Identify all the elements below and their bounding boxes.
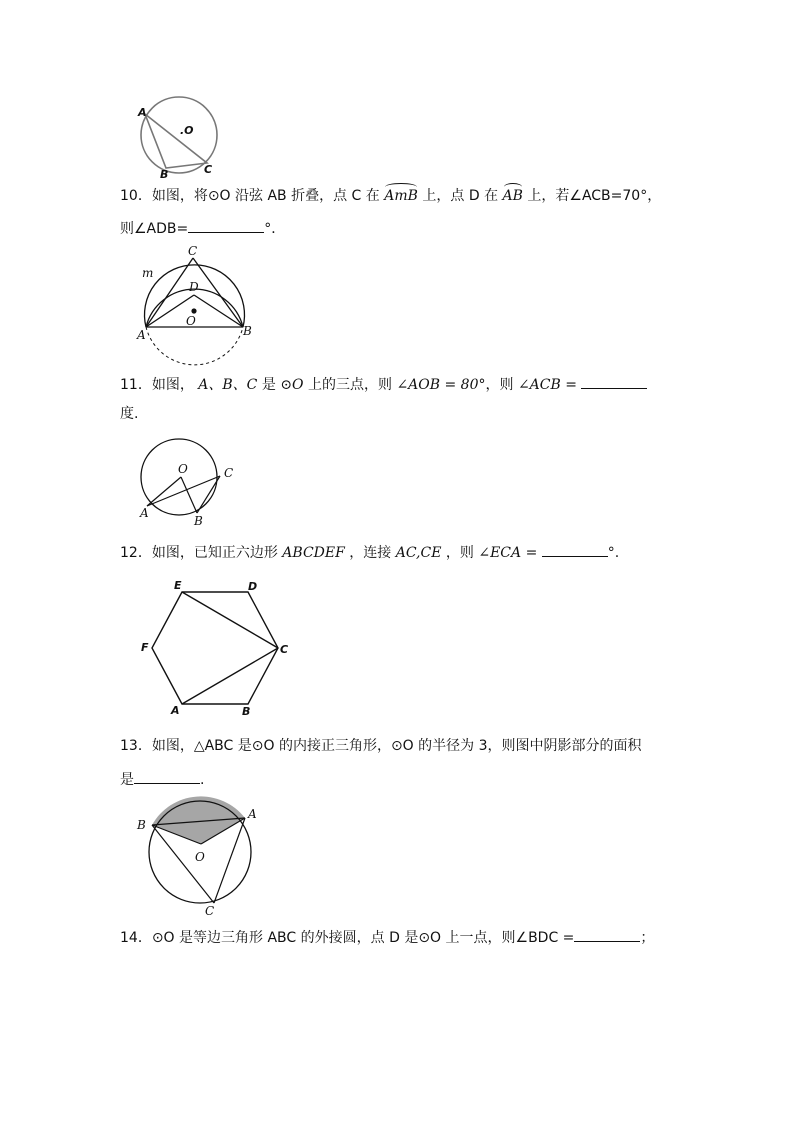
q12-text-a: 如图，已知正六边形 xyxy=(151,545,278,561)
q13-line2 xyxy=(120,767,680,790)
q11-line1 xyxy=(120,372,680,395)
q13-line2-a: 是 xyxy=(120,772,134,788)
q10-label-c: C xyxy=(188,244,198,258)
q14-number: 14． xyxy=(120,930,152,946)
q11-angle-acb: ∠ACB = xyxy=(517,377,577,393)
q11-text-d: ，则 xyxy=(485,377,514,393)
q9-label-c: C xyxy=(204,163,213,176)
q12-label-e: E xyxy=(174,579,182,592)
q14-tail: ； xyxy=(640,930,655,946)
q12-number: 12． xyxy=(120,545,152,561)
q12-hexagon-name: ABCDEF xyxy=(282,545,345,561)
q13-label-c: C xyxy=(205,904,215,918)
q12-angle-eca: ∠ECA = xyxy=(478,545,538,561)
q10-line2-a: 则∠ADB= xyxy=(120,221,189,237)
q10-label-d: D xyxy=(189,280,199,294)
q14-line1 xyxy=(120,925,680,948)
q10-label-o: O xyxy=(186,314,196,328)
q10-text-c: 上，若∠ACB=70°， xyxy=(527,188,662,204)
q10-label-a: A xyxy=(137,328,146,342)
q10-label-m: m xyxy=(142,266,154,280)
q11-line2: 度. xyxy=(120,406,139,422)
q9-label-b: B xyxy=(160,168,169,181)
q11-number: 11． xyxy=(120,377,152,393)
q11-text-b: 是 xyxy=(261,377,276,393)
q11-points: A、B、C xyxy=(198,377,258,393)
q12-label-a: A xyxy=(171,704,180,717)
q13-number: 13． xyxy=(120,738,152,754)
q11-text-a: 如图， xyxy=(151,377,194,393)
q11-answer-blank[interactable] xyxy=(581,372,647,389)
q13-shaded-circle-diagram xyxy=(134,793,264,919)
q10-label-b: B xyxy=(243,324,252,338)
q14-text-a: ⊙O 是等边三角形 ABC 的外接圆，点 D 是⊙O 上一点，则∠BDC = xyxy=(151,930,575,946)
q9-figure xyxy=(136,94,226,180)
q12-hexagon-diagram xyxy=(136,578,296,718)
q10-line1 xyxy=(120,186,680,206)
q13-line2-b: . xyxy=(200,772,205,788)
q9-label-a: A xyxy=(138,106,147,119)
q10-number: 10． xyxy=(120,188,152,204)
q11-circle-diagram xyxy=(136,436,246,528)
q12-label-d: D xyxy=(248,580,258,593)
q11-circle: ⊙O xyxy=(280,377,304,393)
q10-figure xyxy=(136,244,266,362)
q12-answer-blank[interactable] xyxy=(542,540,608,557)
q13-text-a: 如图，△ABC 是⊙O 的内接正三角形，⊙O 的半径为 3，则图中阴影部分的面积 xyxy=(151,738,642,754)
q12-text-b: ，连接 xyxy=(349,545,392,561)
q12-label-b: B xyxy=(242,705,251,718)
q13-label-a: A xyxy=(248,807,257,821)
q11-label-b: B xyxy=(194,514,203,528)
q12-label-c: C xyxy=(280,643,289,656)
q11-label-c: C xyxy=(224,466,234,480)
q11-label-a: A xyxy=(140,506,149,520)
q13-line1 xyxy=(120,736,680,756)
q10-arc-amb: AmB xyxy=(384,188,418,204)
q12-text-c: ，则 xyxy=(445,545,474,561)
q9-label-o: .O xyxy=(180,124,194,137)
q14-answer-blank[interactable] xyxy=(574,925,640,942)
q13-label-o: O xyxy=(195,850,205,864)
q12-label-f: F xyxy=(141,641,149,654)
q10-fold-diagram xyxy=(136,244,266,362)
q10-arc-ab: AB xyxy=(502,188,523,204)
q11-line2 xyxy=(120,404,680,424)
q13-figure xyxy=(134,793,264,919)
q11-angle-aob: ∠AOB = 80° xyxy=(396,377,486,393)
q10-text-b: 上，点 D 在 xyxy=(422,188,499,204)
q12-segments: AC,CE xyxy=(395,545,442,561)
q9-circle-diagram xyxy=(136,94,226,180)
q10-text-a: 如图，将⊙O 沿弦 AB 折叠，点 C 在 xyxy=(151,188,380,204)
q10-answer-blank[interactable] xyxy=(188,216,264,233)
q11-text-c: 上的三点，则 xyxy=(307,377,392,393)
q12-figure xyxy=(136,578,296,718)
q10-line2 xyxy=(120,216,680,239)
q12-tail: °. xyxy=(607,545,620,561)
q11-label-o: O xyxy=(178,462,188,476)
q11-figure xyxy=(136,436,246,528)
q13-answer-blank[interactable] xyxy=(134,767,200,784)
q10-line2-b: °． xyxy=(264,221,286,237)
q13-label-b: B xyxy=(137,818,146,832)
q12-line1 xyxy=(120,540,680,563)
